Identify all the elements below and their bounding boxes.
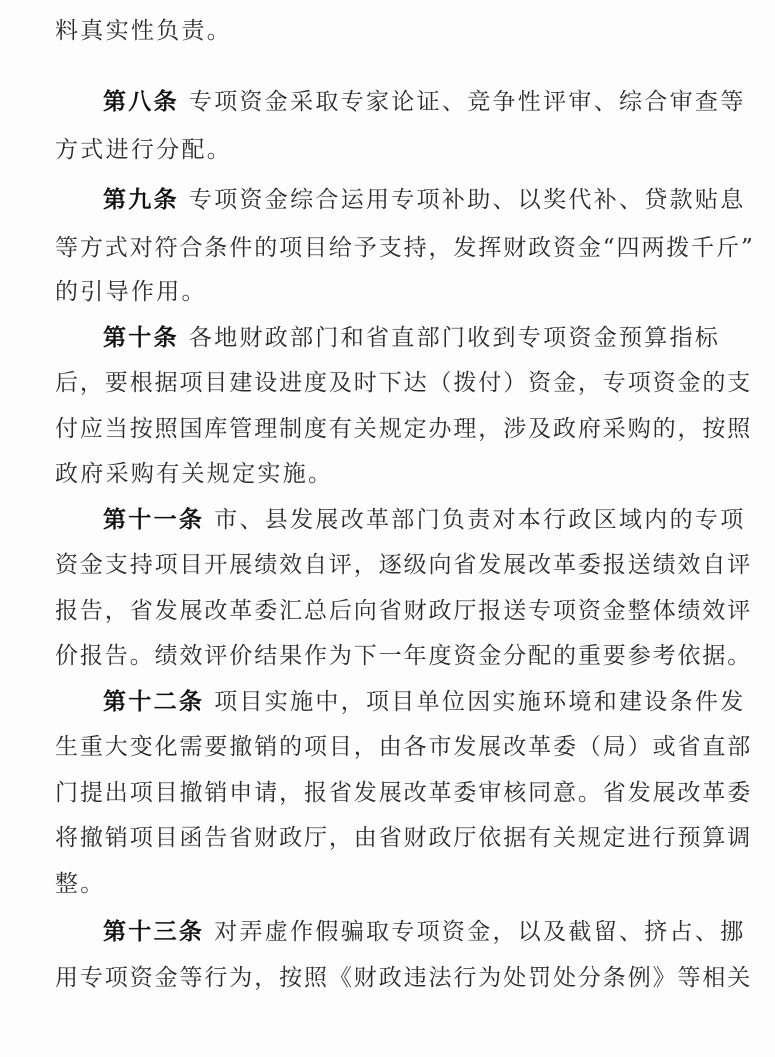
article-10-line — [103, 322, 720, 354]
line-text: 各地财政部门和省直部门收到专项资金预算指标 — [188, 325, 721, 351]
line-text: 项目实施中，项目单位因实施环境和建设条件发 — [214, 689, 746, 715]
line-text: 对弄虚作假骗取专项资金，以及截留、挤占、挪 — [214, 919, 746, 945]
text-line — [55, 962, 752, 994]
text-line — [55, 595, 752, 627]
line-text: 整。 — [55, 871, 106, 897]
line-text: 价报告。绩效评价结果作为下一年度资金分配的重要参考依据。 — [55, 643, 753, 669]
line-text: 将撤销项目函告省财政厅，由省财政厅依据有关规定进行预算调 — [55, 825, 753, 851]
text-line — [55, 868, 106, 900]
line-text: 资金支持项目开展绩效自评，逐级向省发展改革委报送绩效自评 — [55, 552, 753, 578]
text-line — [55, 413, 752, 445]
text-line — [55, 367, 752, 399]
text-line — [55, 134, 232, 166]
line-text: 专项资金综合运用专项补助、以奖代补、贷款贴息 — [188, 187, 746, 213]
line-text: 报告，省发展改革委汇总后向省财政厅报送专项资金整体绩效评 — [55, 598, 753, 624]
text-line — [55, 731, 752, 763]
line-text: 用专项资金等行为，按照《财政违法行为处罚处分条例》等相关 — [55, 965, 753, 991]
article-heading: 第十二条 — [103, 689, 205, 715]
text-line — [55, 822, 752, 854]
line-text: 方式进行分配。 — [55, 137, 233, 163]
line-text: 市、县发展改革部门负责对本行政区域内的专项 — [214, 507, 746, 533]
text-line — [55, 777, 752, 809]
article-heading: 第九条 — [103, 187, 179, 213]
line-text: 政府采购有关规定实施。 — [55, 461, 334, 487]
line-text: 生重大变化需要撤销的项目，由各市发展改革委（局）或省直部 — [55, 734, 753, 760]
article-11-line — [103, 504, 746, 536]
text-line — [55, 276, 207, 308]
article-heading: 第十一条 — [103, 507, 205, 533]
article-heading: 第八条 — [103, 89, 179, 115]
text-line — [55, 232, 755, 264]
article-heading: 第十三条 — [103, 919, 205, 945]
line-text: 专项资金采取专家论证、竞争性评审、综合审查等 — [188, 89, 746, 115]
line-text: 的引导作用。 — [55, 279, 207, 305]
line-text: 门提出项目撤销申请，报省发展改革委审核同意。省发展改革委 — [55, 780, 753, 806]
text-line — [55, 640, 752, 672]
text-line — [55, 458, 333, 490]
article-8-line — [103, 86, 746, 118]
article-9-line — [103, 184, 746, 216]
article-heading: 第十条 — [103, 325, 179, 351]
article-13-line — [103, 916, 746, 948]
text-line — [55, 15, 232, 47]
line-text: 付应当按照国库管理制度有关规定办理，涉及政府采购的，按照 — [55, 416, 753, 442]
article-12-line — [103, 686, 746, 718]
line-text: 料真实性负责。 — [55, 18, 233, 44]
line-text: 等方式对符合条件的项目给予支持，发挥财政资金“四两拨千斤” — [55, 235, 755, 261]
line-text: 后，要根据项目建设进度及时下达（拨付）资金，专项资金的支 — [55, 370, 753, 396]
text-line — [55, 549, 752, 581]
